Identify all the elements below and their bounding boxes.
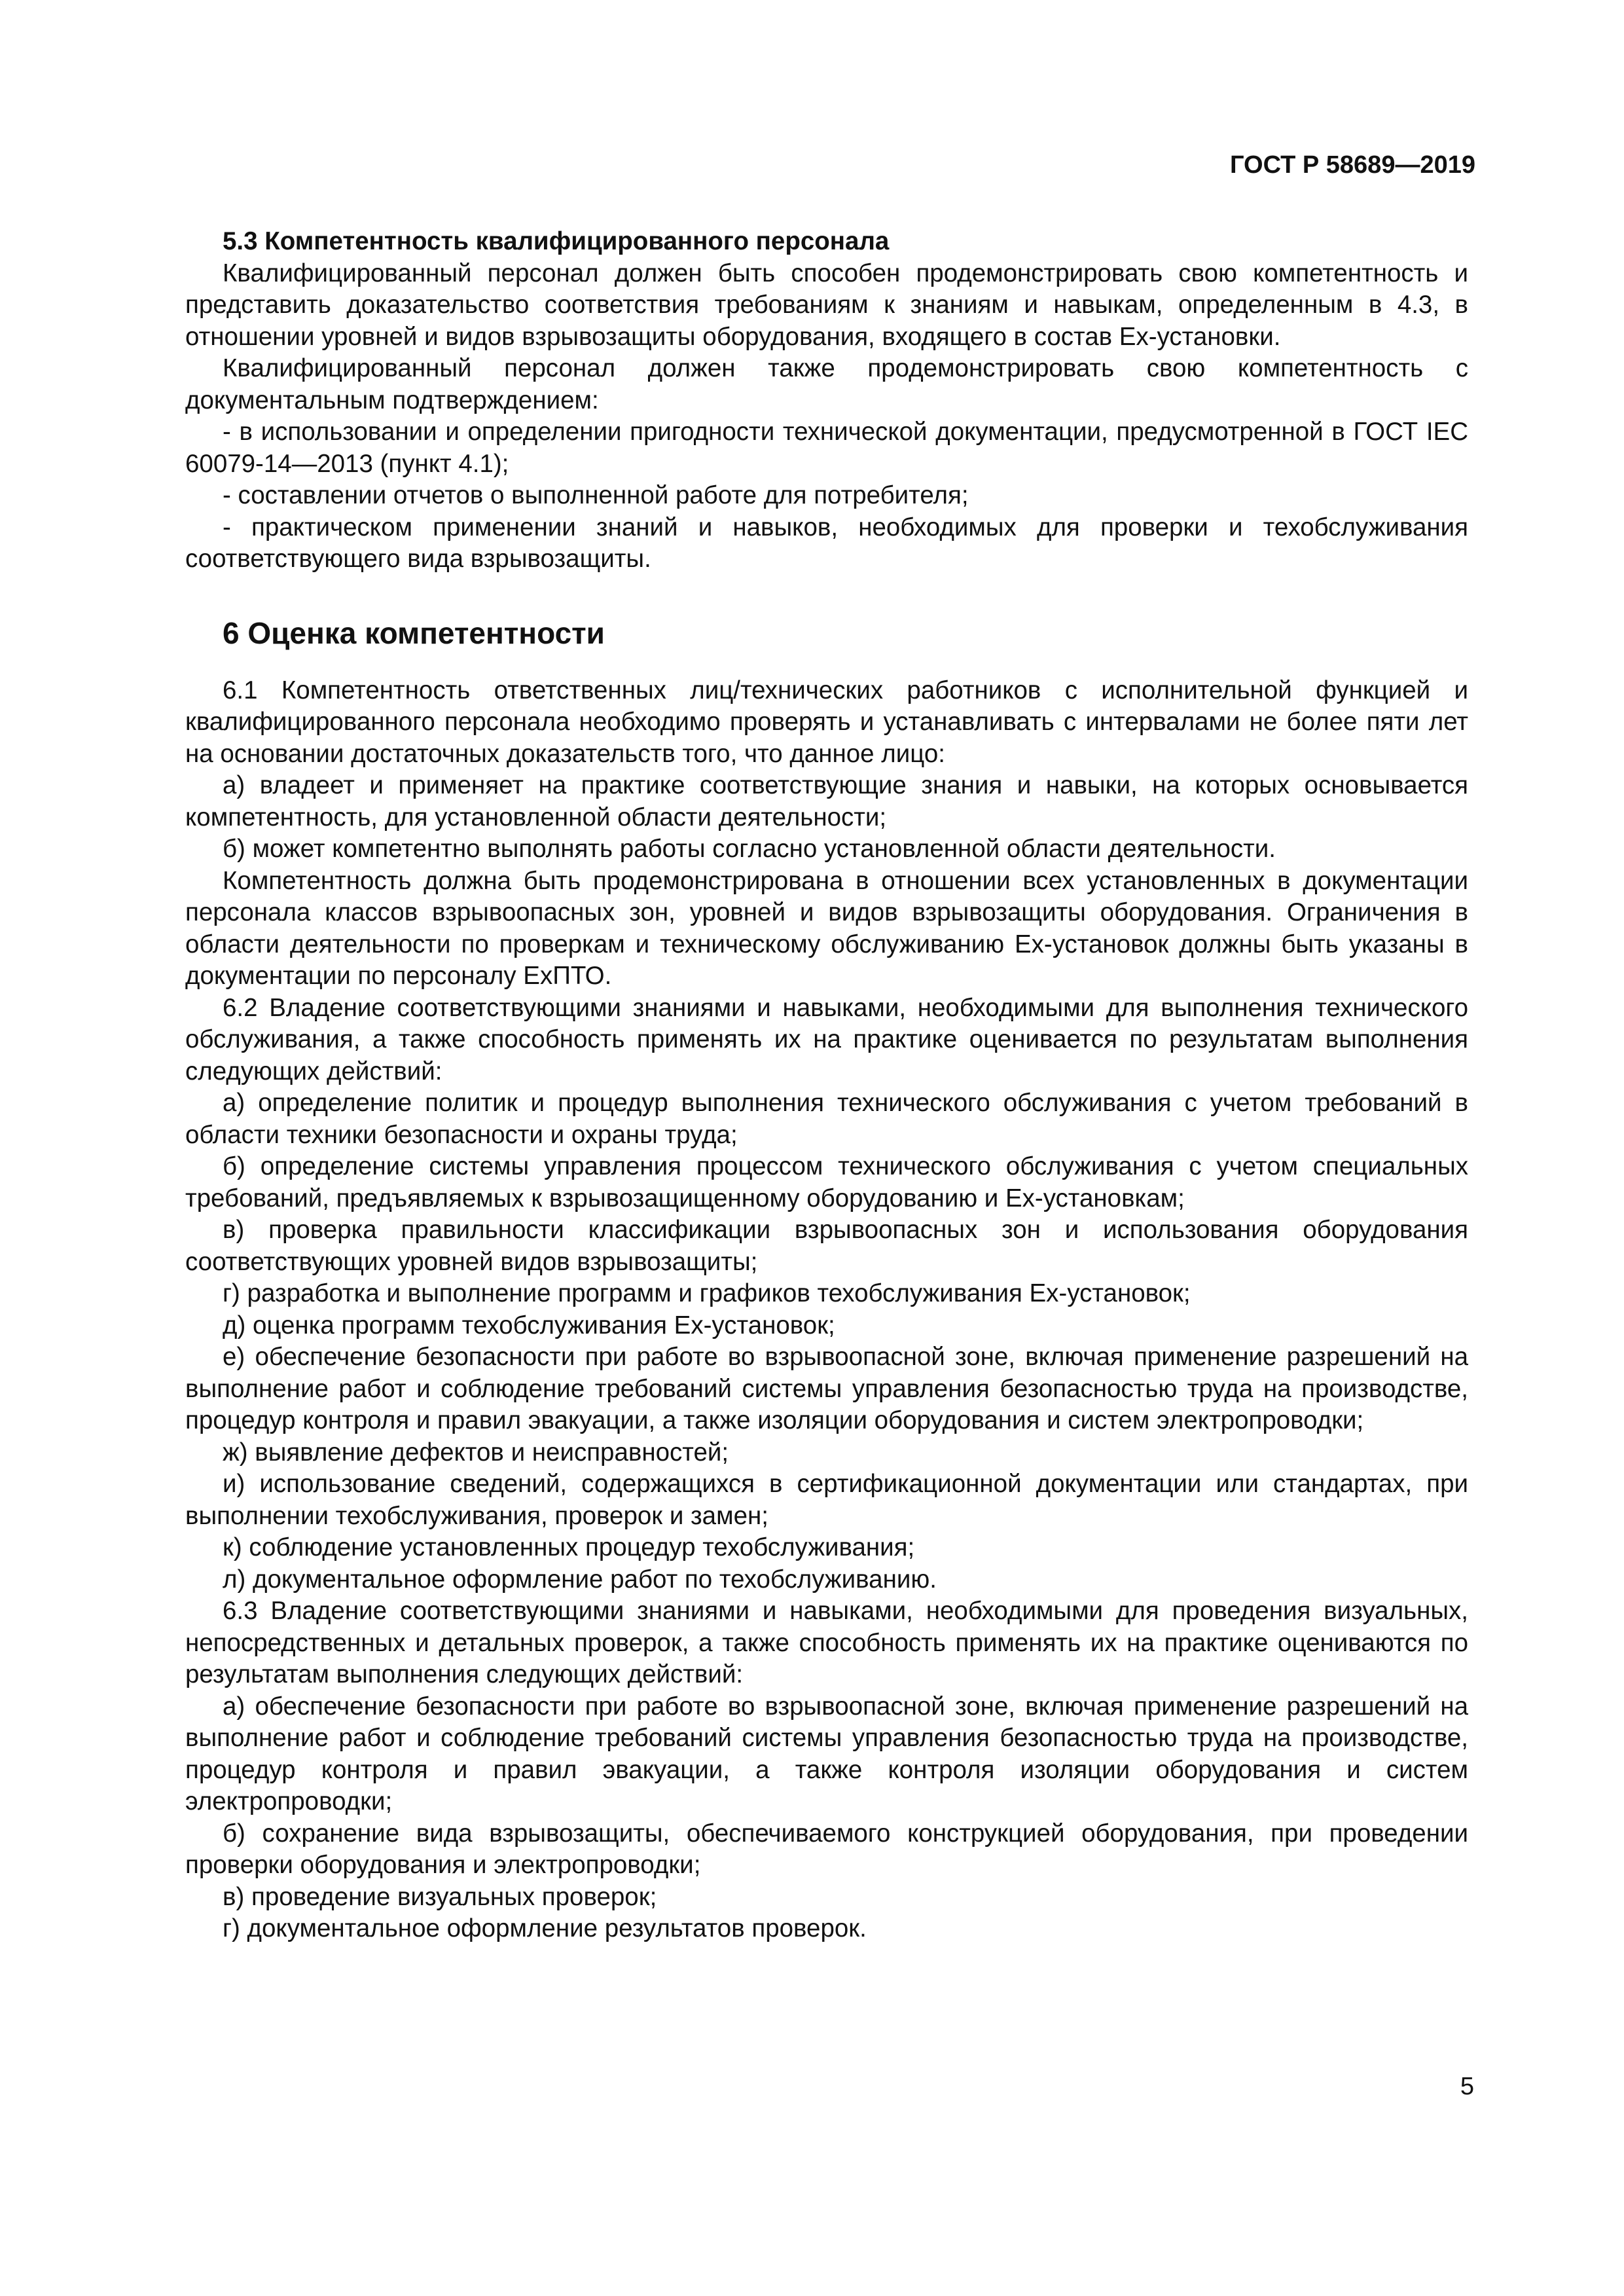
paragraph: Компетентность должна быть продемонстрирована в отношении всех установленных в документации персонала классов взрывоопасных зон, уровней и видов взрывозащиты оборудования. Ограничения в области деятельности по проверкам и техническому обслуживанию Ex-установок должны быть указаны в документации по персоналу ExПТО. [185, 866, 1468, 990]
subsection-heading-5-3: 5.3 Компетентность квалифицированного персонала [223, 227, 890, 255]
list-item: - в использовании и определении пригодности технической документации, предусмотренной в ГОСТ IEC 60079-14—2013 (пункт 4.1); [185, 418, 1468, 478]
list-item: е) обеспечение безопасности при работе во взрывоопасной зоне, включая применение разрешений на выполнение работ и соблюдение требований системы управления безопасностью труда на производстве, процедур контроля и правил эвакуации, а также изоляции оборудования и систем электропроводки; [185, 1343, 1468, 1434]
paragraph-6-2: 6.2 Владение соответствующими знаниями и навыками, необходимыми для выполнения технического обслуживания, а также способность применять их на практике оценивается по результатам выполнения следующих действий: [185, 993, 1468, 1085]
list-item: в) проведение визуальных проверок; [223, 1882, 657, 1911]
section-title-6: 6 Оценка компетентности [223, 615, 605, 650]
list-item: а) определение политик и процедур выполнения технического обслуживания с учетом требований в области техники безопасности и охраны труда; [185, 1089, 1468, 1149]
list-item: к) соблюдение установленных процедур техобслуживания; [223, 1533, 915, 1561]
document-code: ГОСТ Р 58689—2019 [1230, 151, 1475, 179]
list-item: б) может компетентно выполнять работы согласно установленной области деятельности. [223, 835, 1276, 863]
list-item: л) документальное оформление работ по техобслуживанию. [223, 1565, 937, 1594]
list-item: б) сохранение вида взрывозащиты, обеспечиваемого конструкцией оборудования, при проведении проверки оборудования и электропроводки; [185, 1819, 1468, 1879]
list-item: - составлении отчетов о выполненной работе для потребителя; [223, 481, 969, 509]
list-item: а) обеспечение безопасности при работе во взрывоопасной зоне, включая применение разрешений на выполнение работ и соблюдение требований системы управления безопасностью труда на производстве, процедур контроля и правил эвакуации, а также контроля изоляции оборудования и систем электропроводки; [185, 1692, 1468, 1815]
paragraph-6-1: 6.1 Компетентность ответственных лиц/технических работников с исполнительной функцией и квалифицированного персонала необходимо проверять и устанавливать с интервалами не более пяти лет на основании достаточных доказательств того, что данное лицо: [185, 676, 1468, 768]
list-item: и) использование сведений, содержащихся в сертификационной документации или стандартах, при выполнении техобслуживания, проверок и замен; [185, 1470, 1468, 1530]
list-item: д) оценка программ техобслуживания Ex-установок; [223, 1311, 835, 1339]
page-content [185, 226, 1468, 1945]
list-item: ж) выявление дефектов и неисправностей; [223, 1438, 729, 1467]
list-item: в) проверка правильности классификации взрывоопасных зон и использования оборудования соответствующих уровней видов взрывозащиты; [185, 1216, 1468, 1276]
list-item: - практическом применении знаний и навыков, необходимых для проверки и техобслуживания соответствующего вида взрывозащиты. [185, 513, 1468, 573]
page-number: 5 [1460, 2073, 1474, 2100]
paragraph-6-3: 6.3 Владение соответствующими знаниями и навыками, необходимыми для проведения визуальных, непосредственных и детальных проверок, а также способность применять их на практике оцениваются по результатам выполнения следующих действий: [185, 1597, 1468, 1688]
list-item: а) владеет и применяет на практике соответствующие знания и навыки, на которых основывается компетентность, для установленной области деятельности; [185, 771, 1468, 831]
list-item: г) разработка и выполнение программ и графиков техобслуживания Ex-установок; [223, 1279, 1191, 1307]
paragraph: Квалифицированный персонал должен также продемонстрировать свою компетентность с документальным подтверждением: [185, 354, 1468, 414]
list-item: г) документальное оформление результатов проверок. [223, 1914, 867, 1942]
list-item: б) определение системы управления процессом технического обслуживания с учетом специальных требований, предъявляемых к взрывозащищенному оборудованию и Ex-установкам; [185, 1152, 1468, 1212]
paragraph: Квалифицированный персонал должен быть способен продемонстрировать свою компетентность и представить доказательство соответствия требованиям к знаниям и навыкам, определенным в 4.3, в отношении уровней и видов взрывозащиты оборудования, входящего в состав Ex-установки. [185, 259, 1468, 351]
